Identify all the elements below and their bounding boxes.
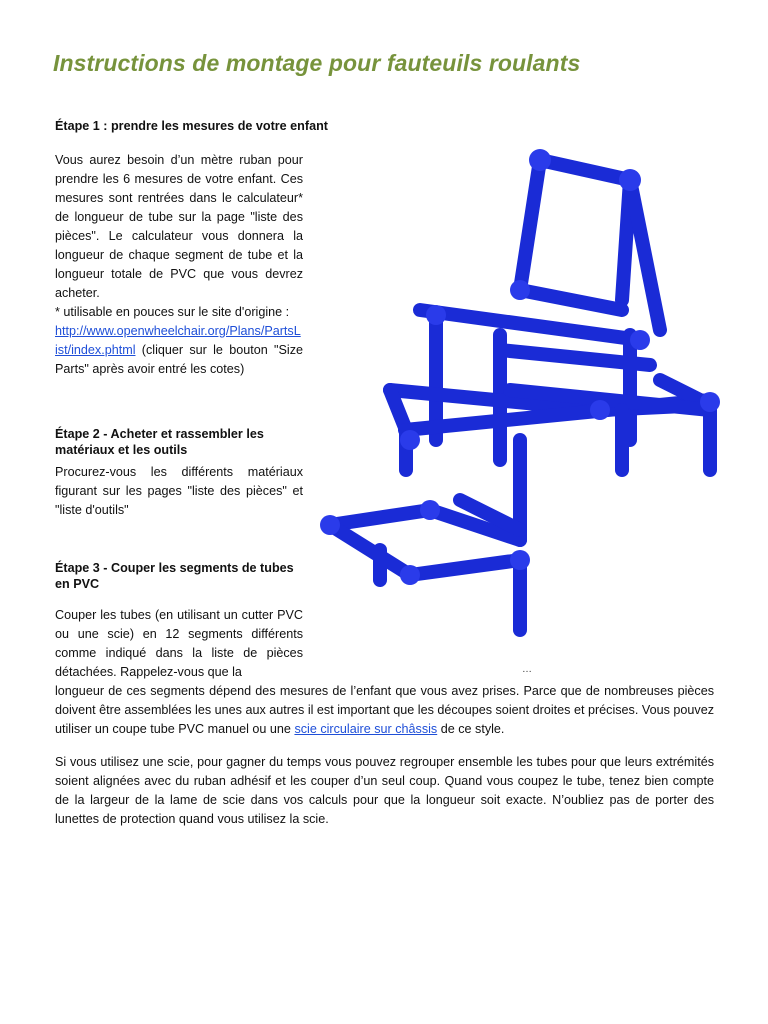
pvc-wheelchair-illustration [310, 140, 730, 660]
step3-body-wide: longueur de ces segments dépend des mesures de l’enfant que vous avez prises. Parce que de nombreuses pièces doivent être assemblées les unes aux autres il est important que les découpes soient droites et précises. Vous pouvez utiliser un coupe tube PVC manuel ou une [55, 684, 714, 736]
page-title: Instructions de montage pour fauteuils roulants [53, 50, 581, 76]
parts-list-link[interactable]: http://www.openwheelchair.org/Plans/PartsList/index.phtml [55, 324, 301, 357]
step2-body: Procurez-vous les différents matériaux figurant sur les pages "liste des pièces" et "liste d'outils" [55, 465, 303, 517]
step2-heading: Étape 2 - Acheter et rassembler les matériaux et les outils [55, 427, 264, 457]
circular-saw-link[interactable]: scie circulaire sur châssis [294, 722, 438, 736]
step3-paragraph-wide [55, 682, 714, 739]
step3-heading: Étape 3 - Couper les segments de tubes en PVC [55, 561, 294, 591]
step3-body2: Si vous utilisez une scie, pour gagner du temps vous pouvez regrouper ensemble les tubes pour que leurs extrémités soient alignées avec du ruban adhésif et les couper d’un seul coup. Quand vous coupez le tube, tenez bien compte de la largeur de la lame de scie dans vos calculs pour que la longueur soit exacte. N’oubliez pas de porter des lunettes de protection quand vous utilisez la scie. [55, 755, 714, 826]
step1-note: * utilisable en pouces sur le site d'origine : [55, 305, 290, 319]
step1-paragraph [55, 151, 303, 379]
step1-after-link: (cliquer sur le bouton "Size Parts" après avoir entré les cotes) [55, 343, 303, 376]
step3-after-link: de ce style. [437, 722, 505, 736]
step3-body-narrow: Couper les tubes (en utilisant un cutter PVC ou une scie) en 12 segments différents comme indiqué dans la liste de pièces détachées. Rappelez-vous que la [55, 608, 303, 679]
step1-body: Vous aurez besoin d’un mètre ruban pour prendre les 6 mesures de votre enfant. Ces mesures sont rentrées dans le calculateur* de longueur de tube sur la page "liste des pièces". Le calculateur vous donnera la longueur de chaque segment de tube et la longueur totale de PVC que vous devrez acheter. [55, 153, 303, 300]
figure-mark: … [522, 664, 532, 675]
step1-heading: Étape 1 : prendre les mesures de votre enfant [55, 119, 328, 133]
